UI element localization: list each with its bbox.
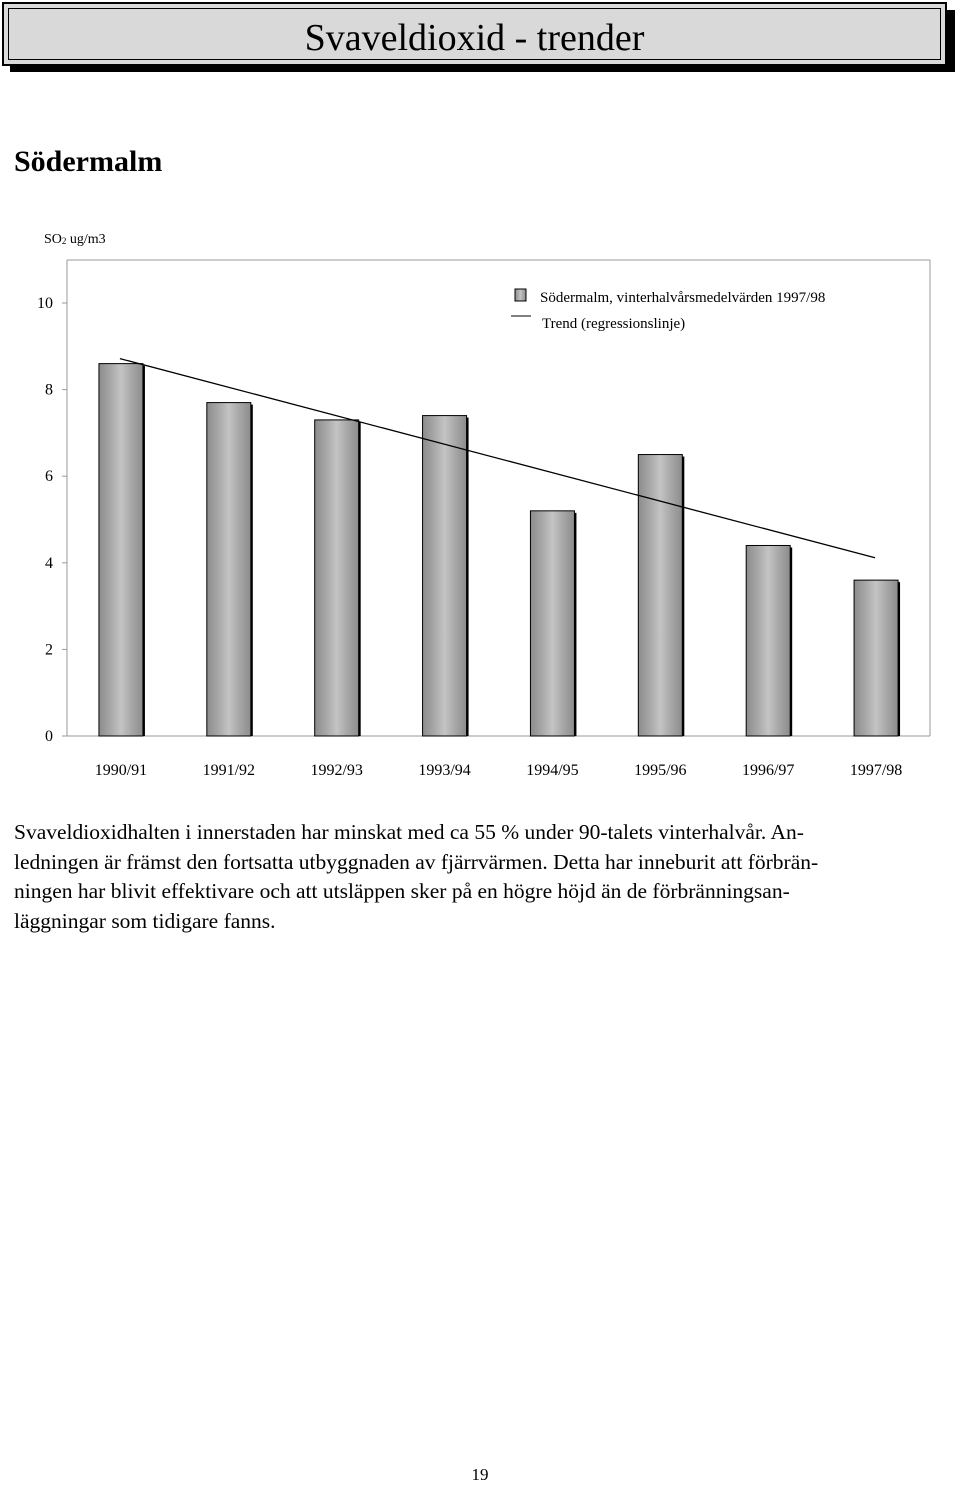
x-tick-label: 1990/91 xyxy=(94,762,148,779)
legend-bar-swatch xyxy=(515,289,526,301)
y-tick-label: 6 xyxy=(45,468,53,486)
y-tick-label: 2 xyxy=(45,641,53,659)
description-text xyxy=(14,818,949,936)
description-line: Svaveldioxidhalten i innerstaden har minskat med ca 55 % under 90-talets vinterhalvår. An- xyxy=(14,820,804,844)
page-title: Svaveldioxid - trender xyxy=(304,17,645,59)
x-tick-label: 1991/92 xyxy=(202,762,256,779)
legend-bar-label: Södermalm, vinterhalvårsmedelvärden 1997/98 xyxy=(540,290,826,306)
x-tick-label: 1996/97 xyxy=(741,762,795,779)
unit-subscript: 2 xyxy=(61,236,67,246)
unit-suffix: ug/m3 xyxy=(66,232,106,247)
y-tick-label: 4 xyxy=(45,554,53,572)
title-banner xyxy=(2,2,947,66)
bar xyxy=(423,416,467,736)
page-number: 19 xyxy=(471,1465,489,1484)
description-line: ningen har blivit effektivare och att utsläppen sker på en högre höjd än de förbränningsan- xyxy=(14,879,790,903)
x-tick-label: 1997/98 xyxy=(849,762,903,779)
x-tick-label: 1993/94 xyxy=(418,762,471,779)
x-tick-label: 1995/96 xyxy=(634,762,687,779)
bar xyxy=(854,580,898,736)
bar-chart xyxy=(0,240,960,785)
description-line: läggningar som tidigare fanns. xyxy=(14,908,276,933)
bar xyxy=(315,420,359,736)
unit-prefix: SO xyxy=(44,232,62,247)
bar xyxy=(99,364,143,736)
x-tick-label: 1994/95 xyxy=(526,762,579,779)
bar xyxy=(530,511,574,736)
bar xyxy=(746,545,790,736)
description-line: ledningen är främst den fortsatta utbyggnaden av fjärrvärmen. Detta har inneburit att förbrän- xyxy=(14,849,819,874)
x-tick-label: 1992/93 xyxy=(310,762,363,779)
y-tick-label: 10 xyxy=(37,295,53,312)
bar xyxy=(207,403,251,736)
y-tick-label: 0 xyxy=(45,728,53,745)
y-tick-label: 8 xyxy=(45,381,53,399)
section-title: Södermalm xyxy=(14,145,163,178)
legend-trend-label: Trend (regressionslinje) xyxy=(542,316,686,332)
